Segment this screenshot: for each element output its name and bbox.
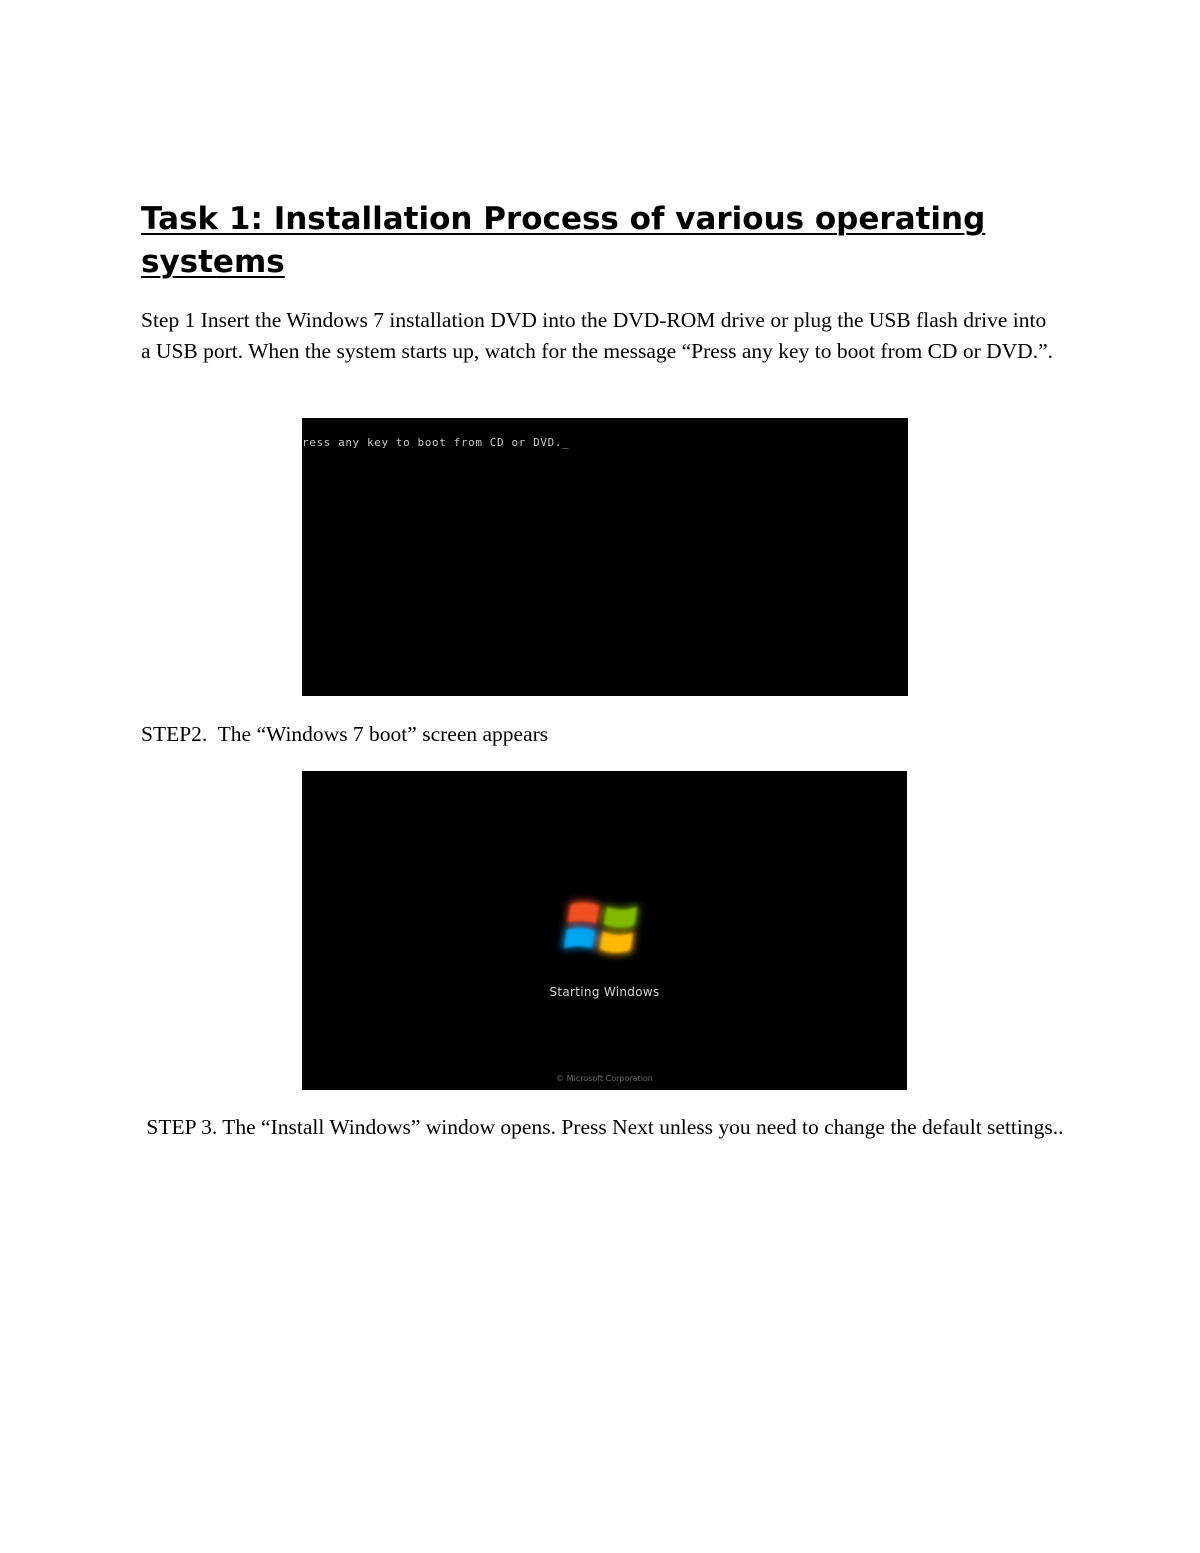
step-2-paragraph: STEP2. The “Windows 7 boot” screen appears bbox=[141, 722, 549, 746]
page-title: Task 1: Installation Process of various operating systems bbox=[141, 201, 986, 280]
step-3-paragraph: STEP 3. The “Install Windows” window opens. Press Next unless you need to change the default settings.. bbox=[141, 1115, 1064, 1139]
starting-windows-label: Starting Windows bbox=[549, 985, 660, 999]
copyright-label: © Microsoft Corporation bbox=[556, 1074, 653, 1083]
windows-boot-screenshot bbox=[302, 771, 907, 1090]
step-1-paragraph: Step 1 Insert the Windows 7 installation DVD into the DVD-ROM drive or plug the USB flash drive into a USB port. When the system starts up, watch for the message “Press any key to boot from CD or DVD.”. bbox=[141, 308, 1053, 363]
windows-flag-icon bbox=[555, 889, 655, 965]
boot-prompt-screenshot bbox=[302, 418, 908, 696]
boot-prompt-message: ress any key to boot from CD or DVD._ bbox=[302, 436, 570, 449]
